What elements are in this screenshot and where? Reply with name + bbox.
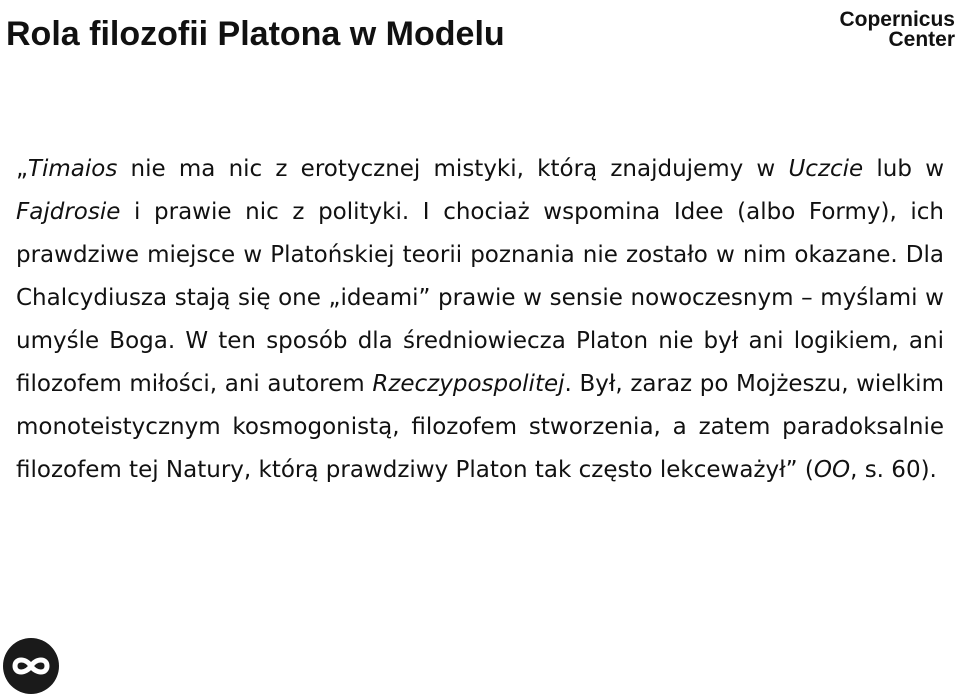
slide-title: Rola filozofii Platona w Modelu: [6, 15, 505, 53]
infinity-circle-icon: [2, 637, 60, 695]
quote-paragraph: [16, 148, 944, 492]
copernicus-center-logo: [839, 10, 955, 50]
italic-title-rzeczpospolita: Rzeczypospolitej: [372, 371, 565, 397]
italic-title-timaios: Timaios: [27, 156, 118, 182]
text-segment: i prawie nic z polityki. I chociaż wspomina Idee (albo Formy), ich prawdziwe miejsce w Platońskiej teorii poznania nie zostało w nim okazane. Dla Chalcydiusza stają się one „ideami” prawie w sensie nowoczesnym – myślami w umyśle Boga. W ten sposób dla średniowiecza Platon nie był ani logikiem, ani filozofem miłości, ani autorem: [16, 199, 944, 397]
italic-title-uczta: Uczcie: [788, 156, 864, 182]
text-segment: lub w: [863, 156, 945, 182]
italic-title-fajdros: Fajdrosie: [16, 199, 121, 225]
brand-line-2: Center: [888, 28, 955, 51]
text-segment: , s. 60).: [850, 457, 937, 483]
text-segment: . Był, zaraz po Mojżeszu, wielkim monoteistycznym kosmogonistą, filozofem stworzenia, a zatem paradoksalnie filozofem tej Natury, którą prawdziwy Platon tak często lekceważył” (: [16, 371, 944, 483]
text-segment: „: [16, 156, 28, 182]
brand-line-1: Copernicus: [839, 8, 955, 31]
text-segment: nie ma nic z erotycznej mistyki, którą znajdujemy w: [117, 156, 789, 182]
italic-citation-oo: OO: [813, 457, 851, 483]
